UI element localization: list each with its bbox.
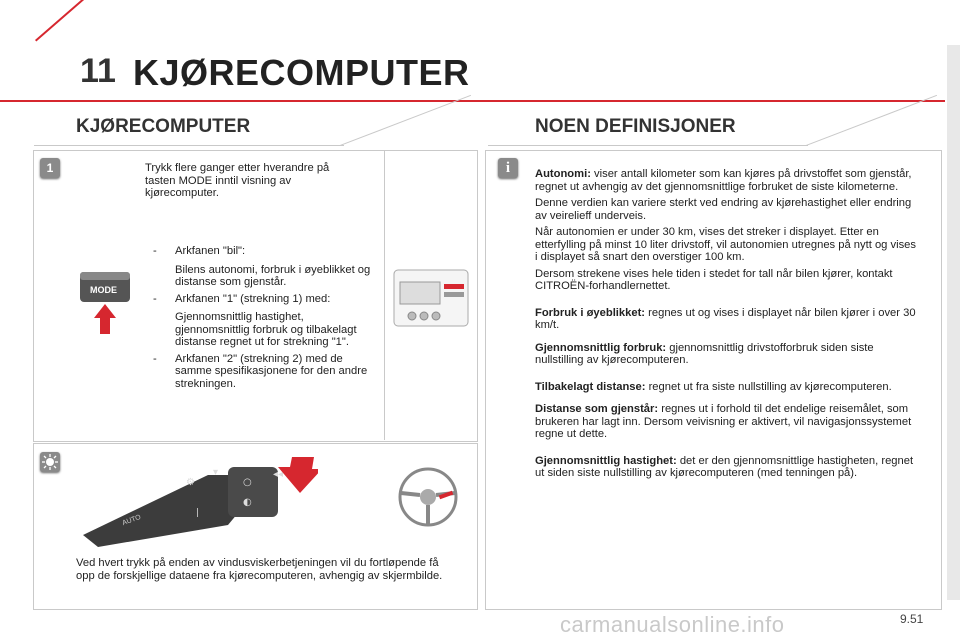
tab-list [153,245,378,390]
definition-text: regnes ut og vises i displayet når bilen kjører i over 30 km/t. [535,306,916,331]
definition-text: Denne verdien kan variere sterkt ved endring av kjørehastighet eller endring av veirelieff underveis. [535,197,912,222]
info-icon: i [498,158,518,178]
step-badge: 1 [40,158,60,178]
left-section-heading: KJØRECOMPUTER [76,116,251,137]
definition-text: Når autonomien er under 30 km, vises det streker i displayet. Etter en etterfylling på minst 10 liter drivstoff, vil autonomien utregnes på nytt og vises i displayet så snart den overstiger 100 km. [535,226,916,263]
list-item [153,293,378,349]
definition-paragraph [535,226,920,264]
definition-term: Distanse som gjenstår: [535,403,659,415]
definition-term: Forbruk i øyeblikket: [535,306,646,319]
chapter-title: KJØRECOMPUTER [133,52,470,93]
light-icon [40,452,60,472]
definition-paragraph [535,307,920,332]
list-item-detail: Bilens autonomi, forbruk i øyeblikket og distanse som gjenstår. [175,263,371,288]
footer-watermark: carmanualsonline.info [560,612,785,637]
list-item-title: Arkfanen "1" (strekning 1) med: [175,292,331,305]
header-diagonal-line [35,0,104,42]
definition-paragraph [535,381,920,394]
list-item [153,353,378,391]
list-dash: - [153,352,157,365]
definition-text: gjennomsnittlig drivstofforbruk siden siste nullstilling av kjørecomputeren. [535,341,874,366]
definition-text: regnet ut fra siste nullstilling av kjørecomputeren. [645,380,892,393]
display-illustration [392,268,470,328]
left-box-divider [384,150,385,440]
header-rule [0,100,945,102]
definition-paragraph [535,455,920,480]
stalk-auto-label: AUTO [121,513,142,528]
stalk-instruction-text: Ved hvert trykk på enden av vindusviskerbetjeningen vil du fortløpende få opp de forskjellige dataene fra kjørecomputeren, avhengig av skjermbilde. [76,557,443,582]
svg-text:▾: ▾ [213,467,219,478]
definition-text: det er den gjennomsnittlige hastigheten, regnet ut siden siste nullstilling av kjørecomputeren (med tenningen på). [535,454,914,479]
left-heading-rule [34,145,344,146]
right-heading-diagonal [806,95,937,146]
left-heading-diagonal [340,95,471,146]
definition-text: Dersom strekene vises hele tiden i stedet for tall når bilen kjører, kontakt CITROËN-forhandlernettet. [535,267,893,292]
list-item-detail: Gjennomsnittlig hastighet, gjennomsnittlig forbruk og tilbakelagt distanse regnet ut for strekning "1". [175,311,357,348]
svg-text:⚙: ⚙ [186,477,195,488]
mode-label: MODE [90,285,117,295]
definition-text: regnes ut i forhold til det endelige reisemålet, som brukeren har lagt inn. Dersom veivisning er aktivert, vil navigasjonssystemet regne ut dette. [535,403,912,440]
definition-paragraph [535,168,920,193]
mode-button-illustration [78,268,133,308]
list-dash: - [153,245,157,257]
right-section-heading: NOEN DEFINISJONER [535,116,736,137]
definition-term: Autonomi: [535,168,591,180]
list-dash: - [153,292,157,305]
intro-text: Trykk flere ganger etter hverandre på tasten MODE inntil visning av kjørecomputer. [145,162,330,199]
definition-term: Gjennomsnittlig hastighet: [535,454,677,467]
list-item-title: Arkfanen "2" (strekning 2) med de samme spesifikasjonene for den andre strekningen. [175,352,368,390]
definition-paragraph [535,342,920,367]
wiper-stalk-illustration [78,455,318,550]
svg-text:◐: ◐ [243,497,252,508]
definition-paragraph [535,268,920,293]
svg-text:◂◂: ◂◂ [273,469,284,480]
definitions-list [535,168,920,480]
page-number: 9.51 [900,612,924,626]
definition-paragraph [535,403,920,441]
right-heading-rule [488,145,808,146]
definition-term: Tilbakelagt distanse: [535,380,646,393]
list-item-title: Arkfanen "bil": [175,245,246,257]
definition-text: viser antall kilometer som kan kjøres på drivstoffet som gjenstår, regnet ut avhengig av det gjennomsnittlige forbruket de siste kilometerne. [535,168,912,193]
steering-wheel-illustration [393,465,463,530]
definition-term: Gjennomsnittlig forbruk: [535,341,667,354]
page-side-bar [947,45,960,600]
list-item [153,245,378,289]
svg-text:○: ○ [243,477,252,488]
chapter-number: 11 [80,52,116,90]
definition-paragraph [535,197,920,222]
svg-text:|: | [196,508,200,518]
